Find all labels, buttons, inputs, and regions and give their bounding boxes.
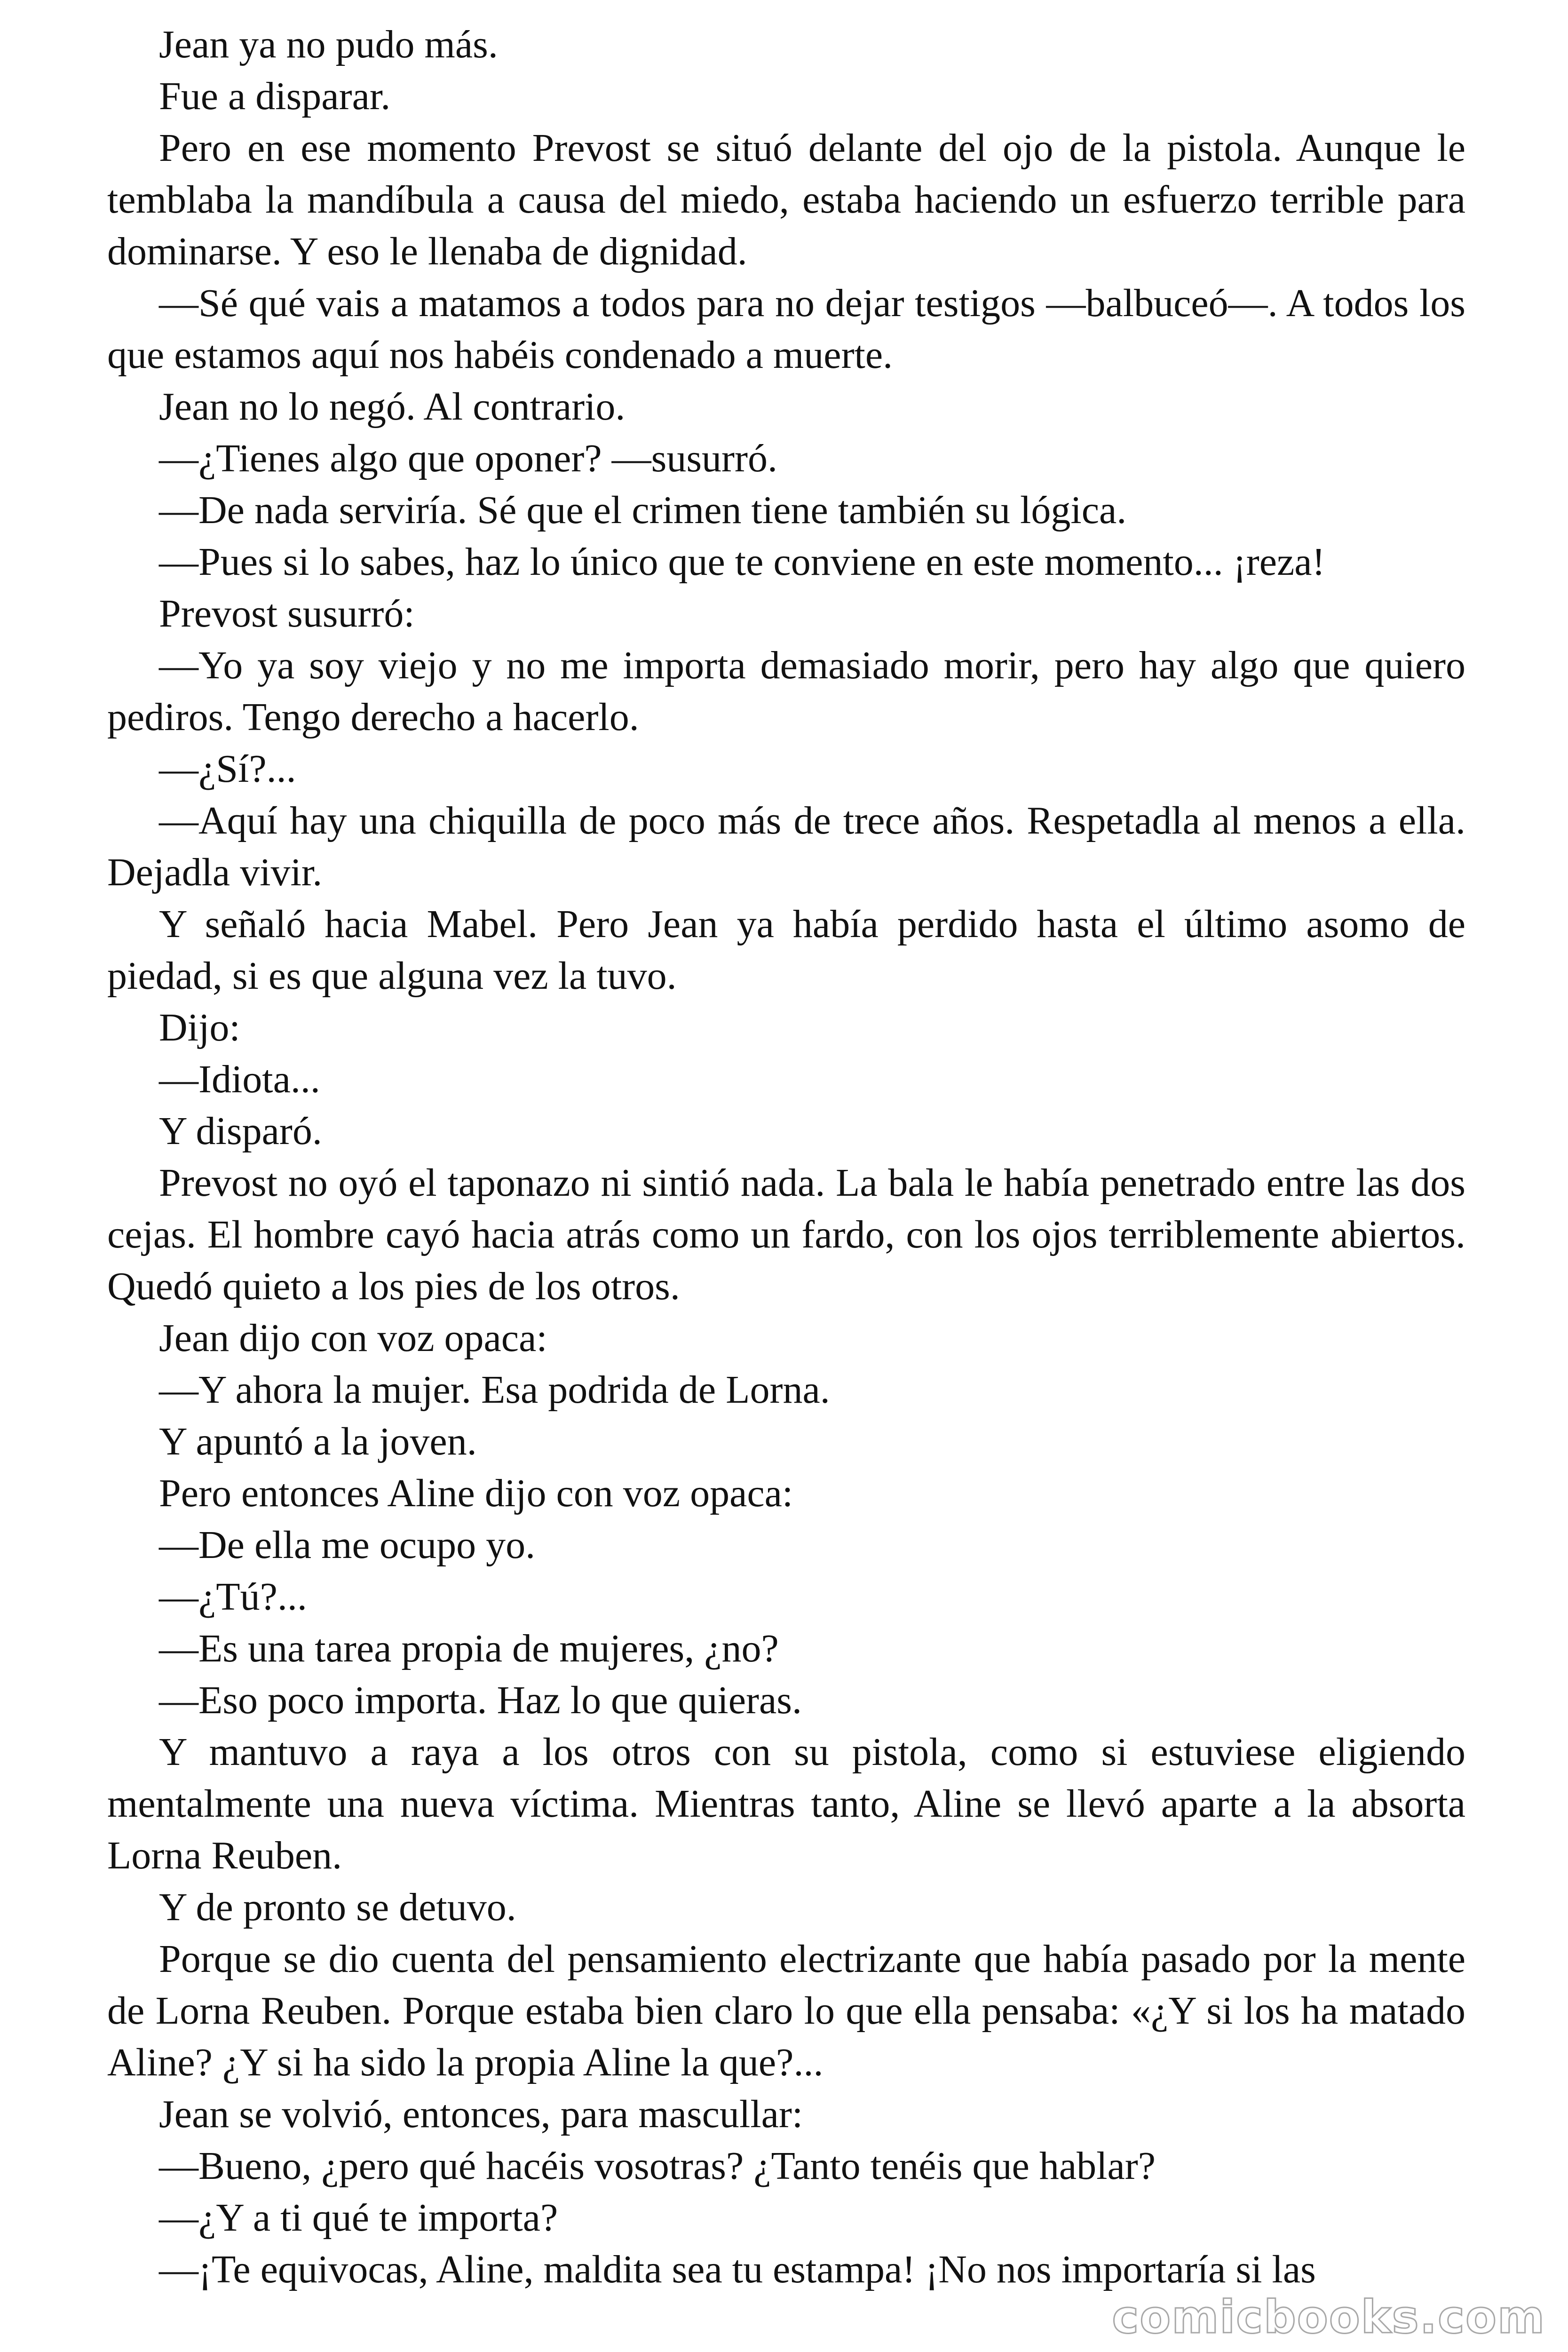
paragraph-18: Jean dijo con voz opaca:: [159, 1316, 547, 1360]
paragraph-19: —Y ahora la mujer. Esa podrida de Lorna.: [159, 1368, 830, 1412]
paragraph-25: —Eso poco importa. Haz lo que quieras.: [159, 1678, 802, 1722]
page-text: [107, 19, 1465, 2296]
paragraph-8: —Pues si lo sabes, haz lo único que te conviene en este momento... ¡reza!: [159, 540, 1325, 584]
paragraph-11: —¿Sí?...: [159, 747, 296, 791]
paragraph-15: —Idiota...: [159, 1057, 320, 1101]
watermark: comicbooks.com: [1112, 2291, 1545, 2344]
paragraph-20: Y apuntó a la joven.: [159, 1420, 477, 1463]
paragraph-17: Prevost no oyó el taponazo ni sintió nada. La bala le había penetrado entre las dos cejas. El hombre cayó hacia atrás como un fardo, con los ojos terriblemente abiertos. Quedó quieto a los pies de los otros.: [107, 1161, 1465, 1308]
paragraph-3: Pero en ese momento Prevost se situó delante del ojo de la pistola. Aunque le temblaba la mandíbula a causa del miedo, estaba haciendo un esfuerzo terrible para dominarse. Y eso le llenaba de dignidad.: [107, 126, 1465, 273]
paragraph-7: —De nada serviría. Sé que el crimen tiene también su lógica.: [159, 488, 1127, 532]
paragraph-28: Porque se dio cuenta del pensamiento electrizante que había pasado por la mente de Lorna Reuben. Porque estaba bien claro lo que ella pensaba: «¿Y si los ha matado Aline? ¿Y si ha sido la propia Aline la que?...: [107, 1937, 1465, 2084]
paragraph-2: Fue a disparar.: [159, 74, 391, 118]
paragraph-24: —Es una tarea propia de mujeres, ¿no?: [159, 1627, 779, 1670]
paragraph-23: —¿Tú?...: [159, 1575, 307, 1619]
paragraph-21: Pero entonces Aline dijo con voz opaca:: [159, 1471, 793, 1515]
paragraph-30: —Bueno, ¿pero qué hacéis vosotras? ¿Tanto tenéis que hablar?: [159, 2144, 1156, 2188]
paragraph-6: —¿Tienes algo que oponer? —susurró.: [159, 437, 778, 480]
paragraph-32: —¡Te equivocas, Aline, maldita sea tu estampa! ¡No nos importaría si las: [159, 2248, 1316, 2291]
paragraph-14: Dijo:: [159, 1006, 240, 1049]
paragraph-26: Y mantuvo a raya a los otros con su pistola, como si estuviese eligiendo mentalmente una nueva víctima. Mientras tanto, Aline se llevó aparte a la absorta Lorna Reuben.: [107, 1730, 1465, 1877]
paragraph-1: Jean ya no pudo más.: [159, 23, 498, 66]
paragraph-9: Prevost susurró:: [159, 592, 415, 636]
paragraph-22: —De ella me ocupo yo.: [159, 1523, 536, 1567]
paragraph-4: —Sé qué vais a matamos a todos para no dejar testigos —balbuceó—. A todos los que estamos aquí nos habéis condenado a muerte.: [107, 281, 1465, 377]
paragraph-13: Y señaló hacia Mabel. Pero Jean ya había perdido hasta el último asomo de piedad, si es que alguna vez la tuvo.: [107, 902, 1465, 998]
paragraph-29: Jean se volvió, entonces, para mascullar:: [159, 2092, 803, 2136]
paragraph-12: —Aquí hay una chiquilla de poco más de trece años. Respetadla al menos a ella. Dejadla vivir.: [107, 799, 1465, 894]
paragraph-16: Y disparó.: [159, 1109, 322, 1153]
paragraph-27: Y de pronto se detuvo.: [159, 1885, 516, 1929]
paragraph-31: —¿Y a ti qué te importa?: [159, 2196, 558, 2240]
paragraph-10: —Yo ya soy viejo y no me importa demasiado morir, pero hay algo que quiero pediros. Tengo derecho a hacerlo.: [107, 644, 1465, 739]
paragraph-5: Jean no lo negó. Al contrario.: [159, 385, 626, 429]
